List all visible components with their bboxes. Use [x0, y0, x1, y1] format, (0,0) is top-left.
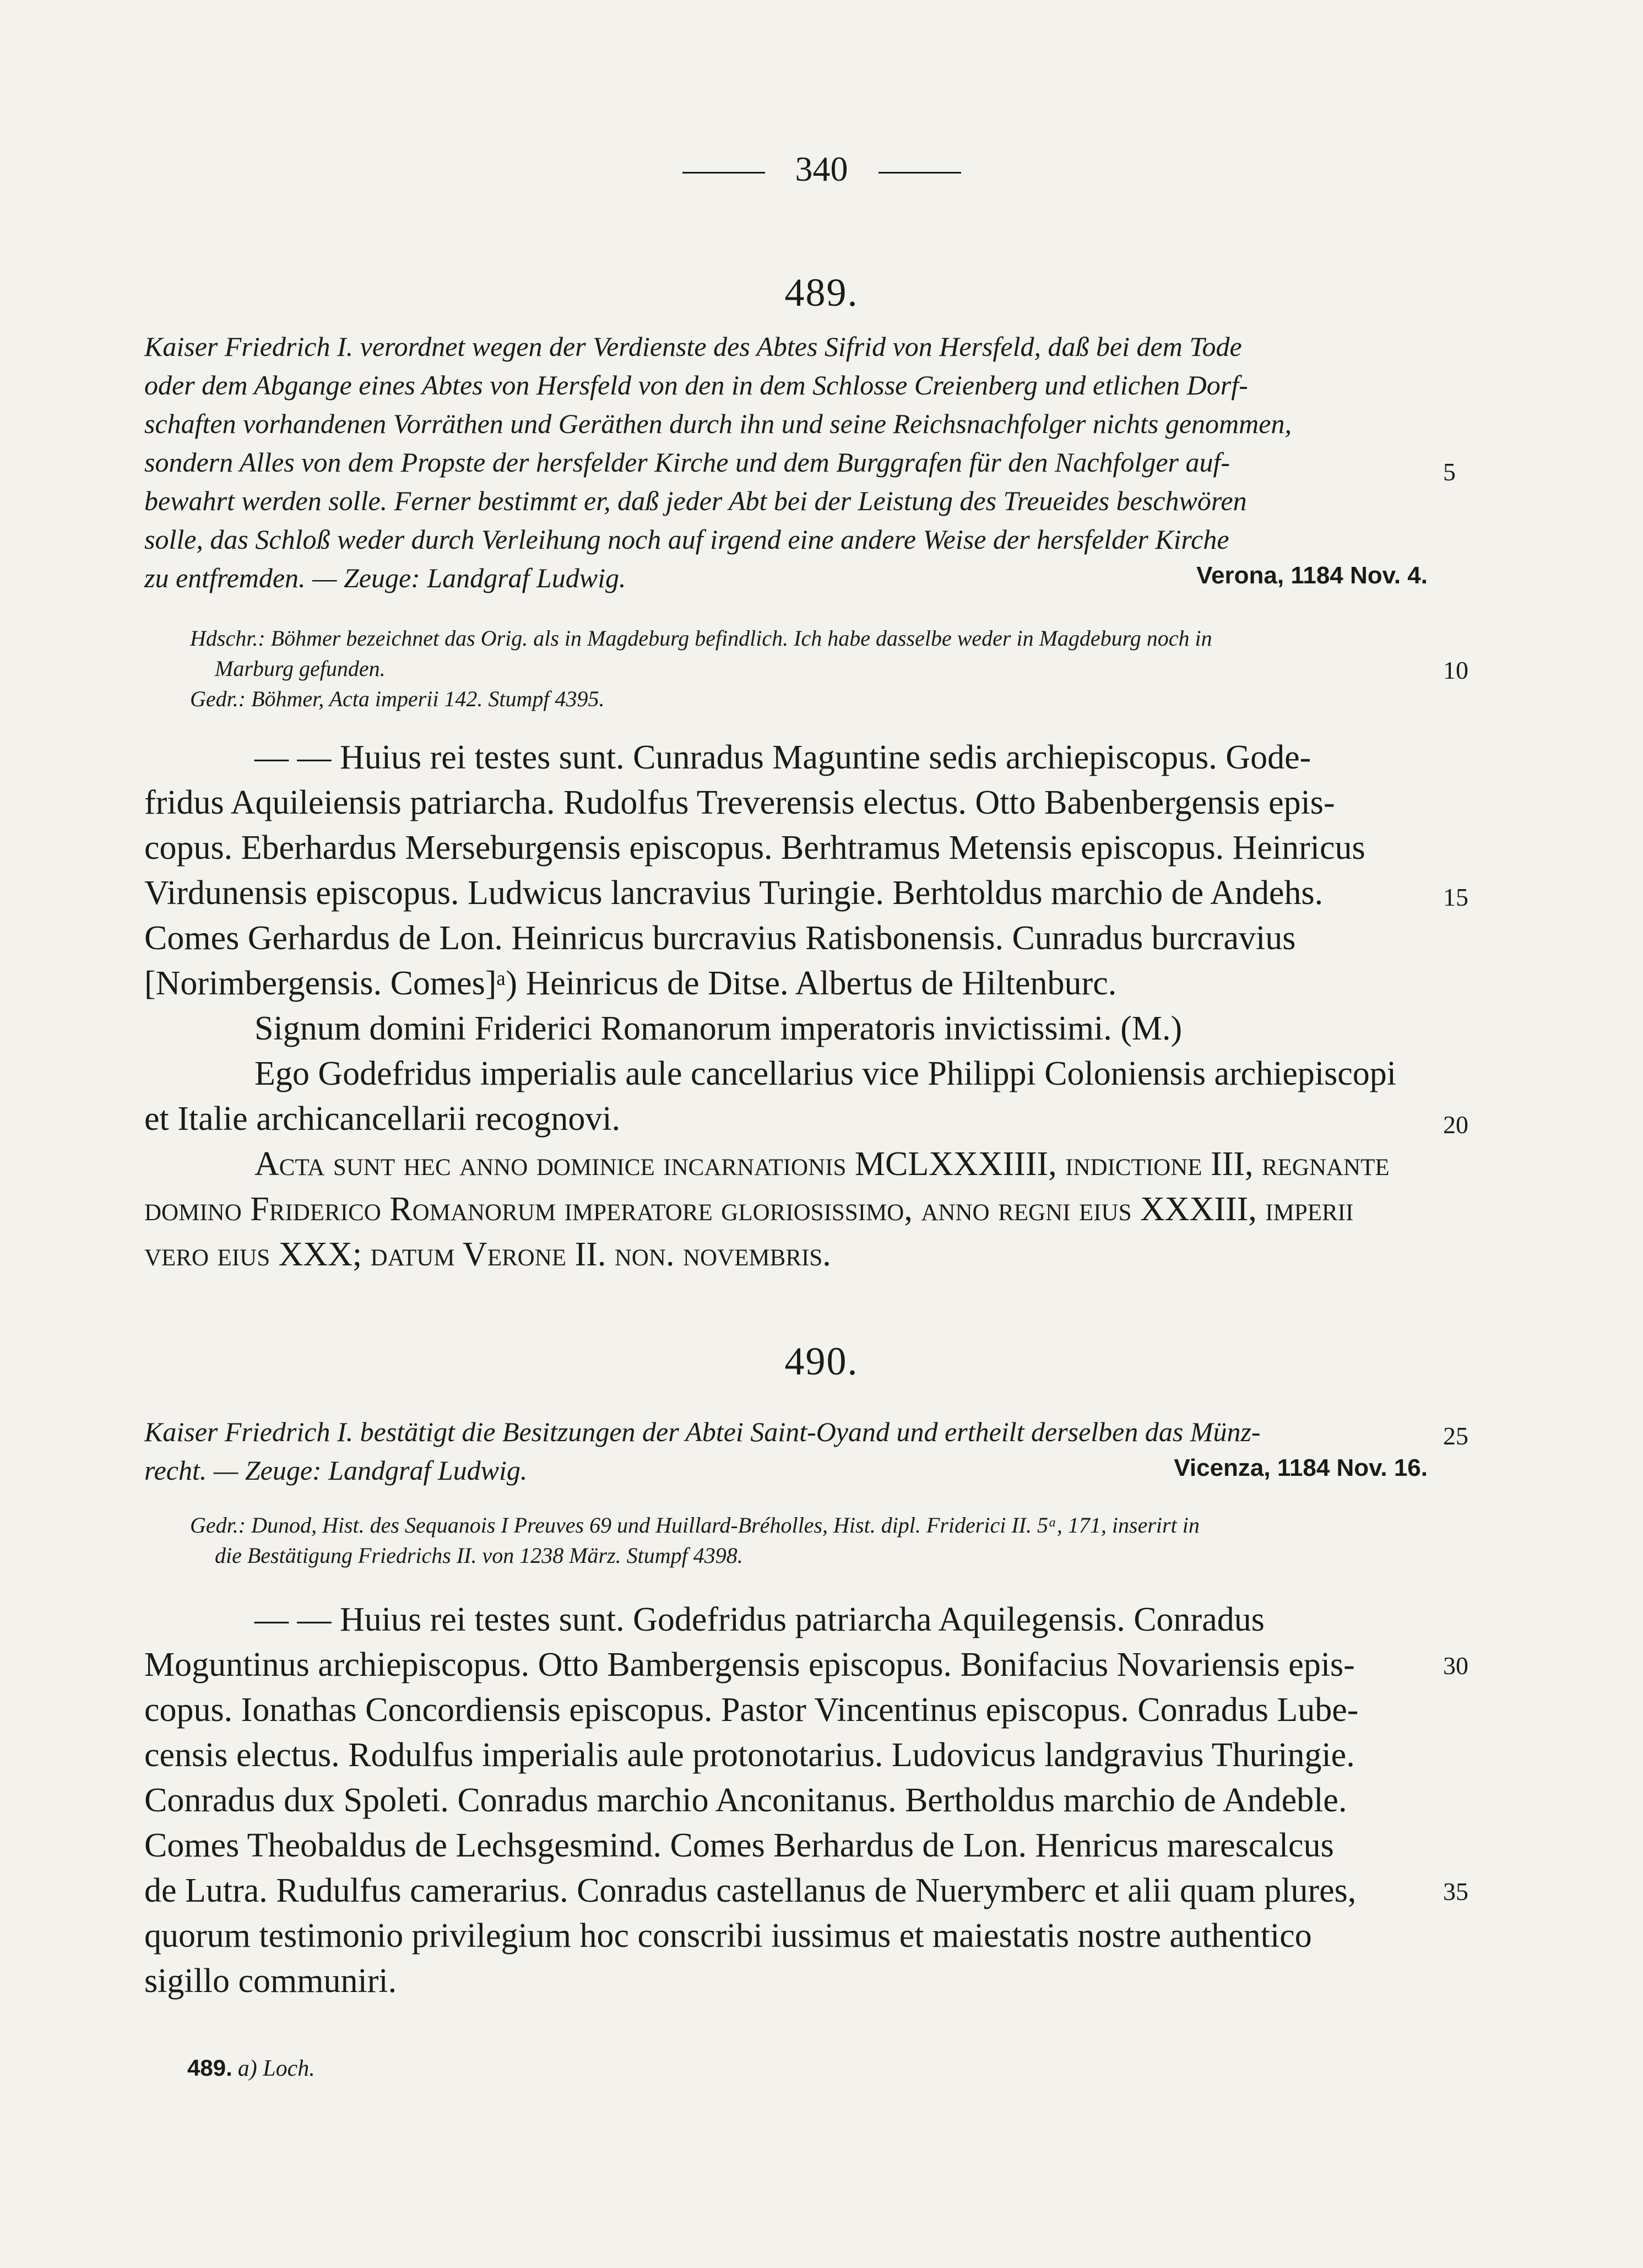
page-number: 340 [795, 149, 848, 188]
line-number: 5 [1443, 458, 1456, 486]
text-line: Conradus dux Spoleti. Conradus marchio Anconitanus. Bertholdus marchio de Andeble. [144, 1782, 1347, 1819]
text-line: et Italie archicancellarii recognovi. [144, 1100, 621, 1138]
source-note: Hdschr.: Böhmer bezeichnet das Orig. als in Magdeburg befindlich. Ich habe dasselbe weder in Magdeburg noch in [190, 626, 1212, 651]
line-number: 15 [1443, 883, 1468, 911]
text-line: copus. Ionathas Concordiensis episcopus. Pastor Vincentinus episcopus. Conradus Lube- [144, 1691, 1359, 1729]
footnote [187, 2055, 315, 2082]
text-line: copus. Eberhardus Merseburgensis episcopus. Berhtramus Metensis episcopus. Heinricus [144, 829, 1365, 867]
text-line: Comes Gerhardus de Lon. Heinricus burcravius Ratisbonensis. Cunradus burcravius [144, 919, 1296, 957]
source-note: Marburg gefunden. [215, 656, 386, 681]
text-line: Virdunensis episcopus. Ludwicus lancravius Turingie. Berhtoldus marchio de Andehs. [144, 874, 1324, 912]
regest-last-text: zu entfremden. — Zeuge: Landgraf Ludwig. [144, 562, 626, 593]
text-line: [Norimbergensis. Comes]ᵃ) Heinricus de Ditse. Albertus de Hiltenburc. [144, 965, 1117, 1002]
text-line: sigillo communiri. [144, 1962, 397, 2000]
text-line: quorum testimonio privilegium hoc conscribi iussimus et maiestatis nostre authentico [144, 1917, 1312, 1955]
text-line: de Lutra. Rudulfus camerarius. Conradus castellanus de Nuerymberc et alii quam plures, [144, 1872, 1357, 1909]
regest-last-text: recht. — Zeuge: Landgraf Ludwig. [144, 1455, 528, 1486]
regest-last-line [144, 1454, 1428, 1486]
text-line: domino Friderico Romanorum imperatore gloriosissimo, anno regni eius XXXIII, imperii [144, 1190, 1354, 1228]
regest-line: sondern Alles von dem Propste der hersfelder Kirche und dem Burggrafen für den Nachfolger auf- [144, 447, 1230, 478]
line-number: 35 [1443, 1877, 1468, 1906]
text-line: Moguntinus archiepiscopus. Otto Bambergensis episcopus. Bonifacius Novariensis epis- [144, 1646, 1355, 1684]
print-note: die Bestätigung Friedrichs II. von 1238 März. Stumpf 4398. [215, 1543, 743, 1568]
text-line: Signum domini Friderici Romanorum imperatoris invictissimi. (M.) [254, 1010, 1183, 1047]
regest-line: schaften vorhandenen Vorräthen und Geräthen durch ihn und seine Reichsnachfolger nichts genommen, [144, 408, 1292, 439]
issue-date: Vicenza, 1184 Nov. 16. [1174, 1454, 1428, 1481]
regest-line: bewahrt werden solle. Ferner bestimmt er, daß jeder Abt bei der Leistung des Treueides beschwören [144, 485, 1247, 516]
text-line: Comes Theobaldus de Lechsgesmind. Comes Berhardus de Lon. Henricus marescalcus [144, 1827, 1334, 1864]
line-number: 10 [1443, 656, 1468, 684]
regest-line: Kaiser Friedrich I. bestätigt die Besitzungen der Abtei Saint-Oyand und ertheilt derselben das Münz- [144, 1416, 1261, 1447]
document-number-489: 489. [784, 270, 859, 315]
issue-date: Verona, 1184 Nov. 4. [1196, 562, 1428, 589]
header-dash-right [879, 172, 961, 174]
page-header [0, 149, 1643, 190]
footnote-text: a) Loch. [237, 2056, 315, 2081]
document-number-490: 490. [784, 1339, 859, 1383]
header-dash-left [682, 172, 765, 174]
line-number: 20 [1443, 1111, 1468, 1139]
text-line: censis electus. Rodulfus imperialis aule protonotarius. Ludovicus landgravius Thuringie. [144, 1736, 1355, 1774]
print-note: Gedr.: Dunod, Hist. des Sequanois I Preuves 69 und Huillard-Bréholles, Hist. dipl. Friderici II. 5ᵃ, 171, inserirt in [190, 1513, 1200, 1538]
text-line: Ego Godefridus imperialis aule cancellarius vice Philippi Coloniensis archiepiscopi [254, 1055, 1397, 1092]
footnote-ref: 489. [187, 2055, 232, 2081]
line-number: 30 [1443, 1652, 1468, 1680]
regest-line: oder dem Abgange eines Abtes von Hersfeld von den in dem Schlosse Creienberg und etlichen Dorf- [144, 370, 1248, 400]
text-line: fridus Aquileiensis patriarcha. Rudolfus Treverensis electus. Otto Babenbergensis epis- [144, 784, 1335, 821]
regest-line: solle, das Schloß weder durch Verleihung noch auf irgend eine andere Weise der hersfelder Kirche [144, 524, 1229, 555]
text-line: — — Huius rei testes sunt. Godefridus patriarcha Aquilegensis. Conradus [254, 1601, 1265, 1638]
text-line: — — Huius rei testes sunt. Cunradus Maguntine sedis archiepiscopus. Gode- [254, 739, 1311, 776]
text-line: vero eius XXX; datum Verone II. non. novembris. [144, 1236, 831, 1273]
text-line: Acta sunt hec anno dominice incarnationis MCLXXXIIII, indictione III, regnante [254, 1145, 1390, 1183]
line-number: 25 [1443, 1422, 1468, 1450]
regest-last-line [144, 562, 1428, 594]
print-note: Gedr.: Böhmer, Acta imperii 142. Stumpf 4395. [190, 686, 605, 711]
regest-line: Kaiser Friedrich I. verordnet wegen der Verdienste des Abtes Sifrid von Hersfeld, daß bei dem Tode [144, 331, 1242, 362]
